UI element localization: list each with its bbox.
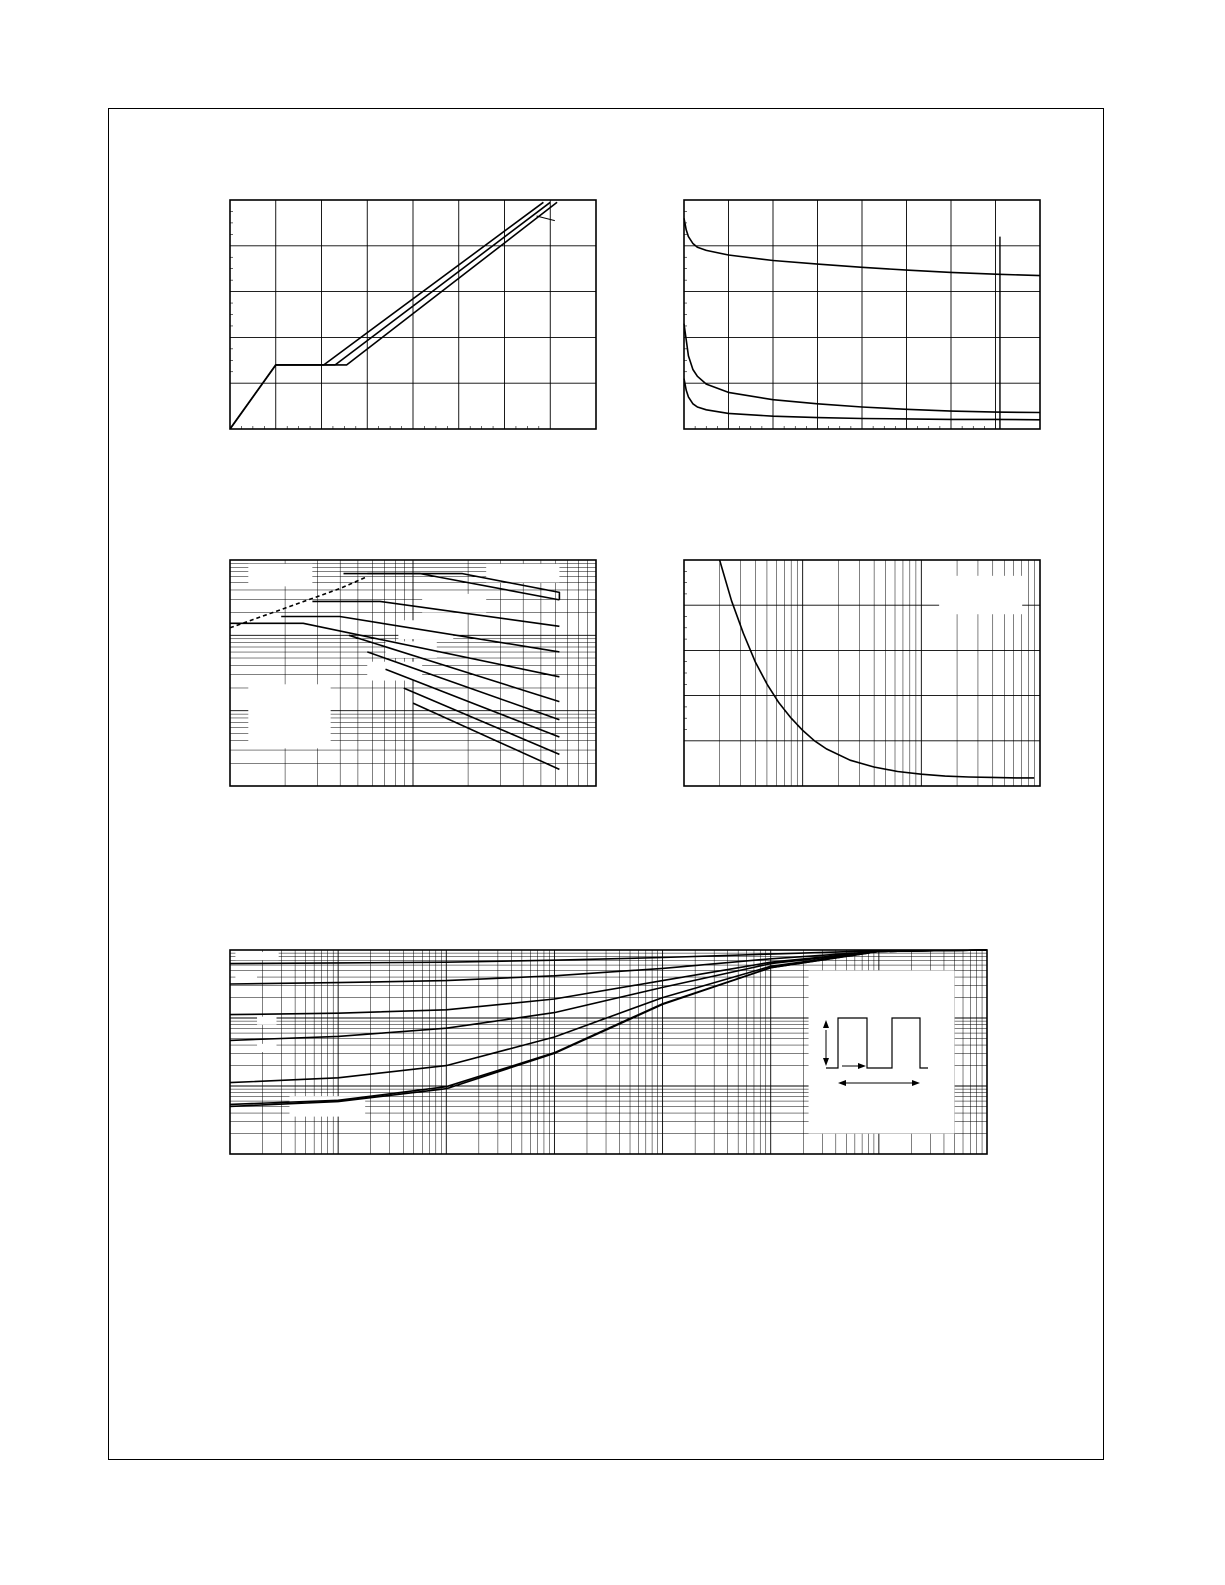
label-box	[809, 970, 955, 1133]
series-line-10	[404, 688, 560, 754]
safe-operating-area-chart	[226, 556, 600, 790]
label-box	[257, 1017, 276, 1025]
capacitance-chart	[680, 196, 1044, 434]
annotation-pointer	[537, 216, 555, 221]
curves	[230, 202, 557, 429]
label-box	[257, 1044, 276, 1052]
thermal-impedance-chart	[226, 946, 992, 1158]
label-box	[939, 576, 1022, 614]
series-line-8	[367, 652, 559, 720]
label-box	[235, 972, 257, 980]
power-derating-chart	[680, 556, 1044, 790]
label-box	[248, 684, 330, 748]
label-box	[248, 564, 312, 587]
series-line-11	[413, 703, 559, 769]
gate-charge-chart	[226, 196, 600, 434]
label-box	[367, 662, 422, 681]
label-box	[235, 952, 278, 960]
series-line-1	[230, 202, 543, 429]
series-line-9	[386, 669, 560, 737]
series-line-3	[230, 202, 557, 429]
label-box	[422, 594, 486, 613]
